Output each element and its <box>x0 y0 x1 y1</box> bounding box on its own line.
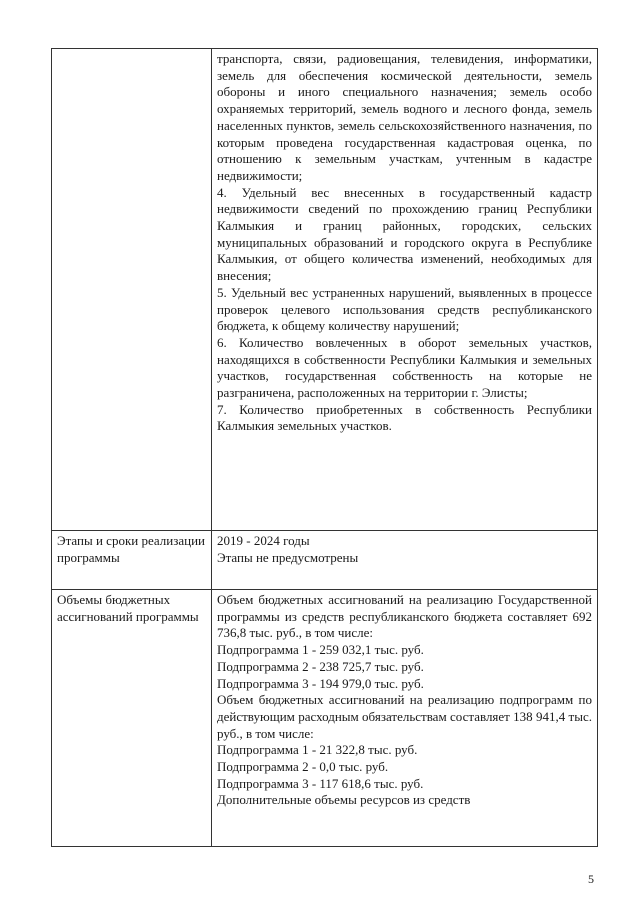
row-label: Объемы бюджетных ассигнований программы <box>52 590 212 847</box>
paragraph: 6. Количество вовлеченных в оборот земельных участков, находящихся в собственности Республики Калмыкия и земельных участков, государственная собственность на которые не разграничена, расположенных на территории г. Элисты; <box>217 334 592 401</box>
row-content <box>212 49 598 531</box>
paragraph: 2019 - 2024 годы <box>217 533 310 548</box>
paragraph: Подпрограмма 1 - 21 322,8 тыс. руб. <box>217 742 418 758</box>
paragraph: 7. Количество приобретенных в собственность Республики Калмыкия земельных участков. <box>217 401 592 434</box>
paragraph: Подпрограмма 3 - 117 618,6 тыс. руб. <box>217 775 424 791</box>
paragraph: 5. Удельный вес устраненных нарушений, выявленных в процессе проверок целевого использования средств республиканского бюджета, к общему количеству нарушений; <box>217 284 592 334</box>
row-label: Этапы и сроки реализации программы <box>52 531 212 590</box>
paragraph: Подпрограмма 2 - 0,0 тыс. руб. <box>217 759 389 775</box>
paragraph: Подпрограмма 3 - 194 979,0 тыс. руб. <box>217 675 424 691</box>
row-content <box>212 590 598 847</box>
row-content <box>212 531 598 590</box>
table-row <box>52 49 598 531</box>
row-label <box>52 49 212 531</box>
paragraph: Дополнительные объемы ресурсов из средств <box>217 792 471 808</box>
paragraph: Объем бюджетных ассигнований на реализацию подпрограмм по действующим расходным обязательствам составляет 138 941,4 тыс. руб., в том числе: <box>217 692 592 741</box>
table-row <box>52 531 598 590</box>
paragraph: транспорта, связи, радиовещания, телевидения, информатики, земель для обеспечения космической деятельности, земель обороны и иного специального назначения; земель особо охраняемых территорий, земель водного и лесного фонда, земель населенных пунктов, земель сельскохозяйственного назначения, по которым проведена государственная кадастровая оценка, по отношению к земельным участкам, учтенным в кадастре недвижимости; <box>217 51 592 183</box>
paragraph: Подпрограмма 1 - 259 032,1 тыс. руб. <box>217 642 424 658</box>
paragraph: Этапы не предусмотрены <box>217 549 359 565</box>
paragraph: Объем бюджетных ассигнований на реализацию Государственной программы из средств республиканского бюджета составляет 692 736,8 тыс. руб., в том числе: <box>217 592 592 641</box>
program-passport-table <box>51 48 598 847</box>
paragraph: 4. Удельный вес внесенных в государственный кадастр недвижимости сведений по прохождению границ Республики Калмыкия и границ районных, городских, сельских муниципальных образований и городского округа в Республике Калмыкия, от общего количества изменений, необходимых для внесения; <box>217 184 592 284</box>
page-number: 5 <box>588 872 594 886</box>
table-row <box>52 590 598 847</box>
paragraph: Подпрограмма 2 - 238 725,7 тыс. руб. <box>217 658 424 674</box>
